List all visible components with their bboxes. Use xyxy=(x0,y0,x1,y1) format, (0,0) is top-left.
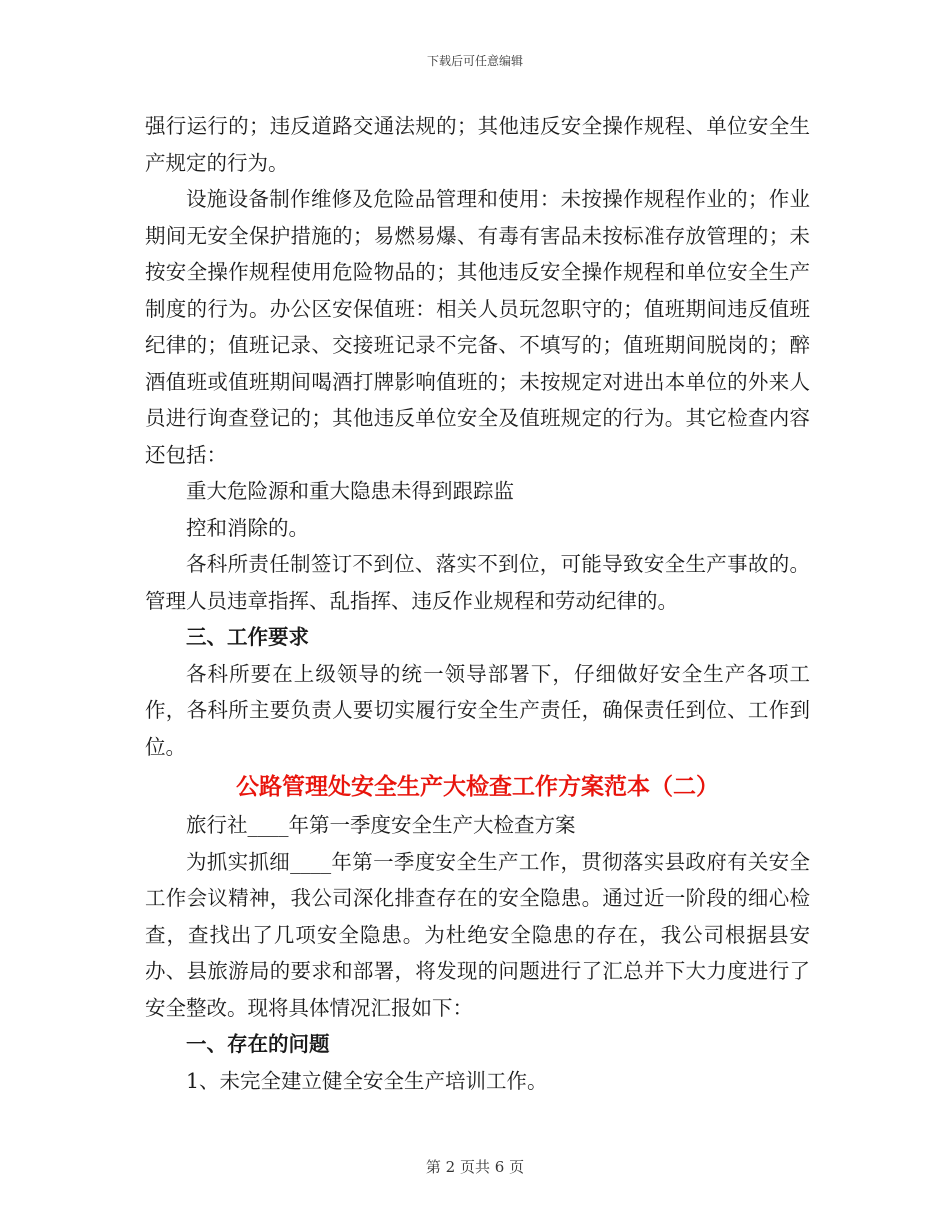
paragraph: 强行运行的；违反道路交通法规的；其他违反安全操作规程、单位安全生产规定的行为。 xyxy=(145,114,810,175)
paragraph: 控和消除的。 xyxy=(186,515,309,540)
page-header: 下载后可任意编辑 xyxy=(426,54,523,68)
paragraph: 设施设备制作维修及危险品管理和使用：未按操作规程作业的；作业期间无安全保护措施的；易燃易爆、有毒有害品未按标准存放管理的；未按安全操作规程使用危险物品的；其他违反安全操作规程和单位安全生产制度的行为。办公区安保值班：相关人员玩忽职守的；值班期间违反值班纪律的；值班记录、交接班记录不完备、不填写的；值班期间脱岗的；醉酒值班或值班期间喝酒打牌影响值班的；未按规定对进出本单位的外来人员进行询查登记的；其他违反单位安全及值班规定的行为。其它检查内容还包括： xyxy=(145,187,810,467)
paragraph: 各科所责任制签订不到位、落实不到位，可能导致安全生产事故的。管理人员违章指挥、乱指挥、违反作业规程和劳动纪律的。 xyxy=(145,552,810,613)
page-footer: 第 2 页共 6 页 xyxy=(425,1158,525,1176)
paragraph: 各科所要在上级领导的统一领导部署下，仔细做好安全生产各项工作，各科所主要负责人要切实履行安全生产责任，确保责任到位、工作到位。 xyxy=(145,661,810,759)
list-item: 1、未完全建立健全安全生产培训工作。 xyxy=(186,1068,548,1093)
section-heading: 三、工作要求 xyxy=(186,625,309,649)
section-heading: 一、存在的问题 xyxy=(186,1032,330,1056)
document-body xyxy=(145,108,810,1099)
paragraph: 重大危险源和重大隐患未得到跟踪监 xyxy=(186,479,514,503)
paragraph: 为抓实抓细____年第一季度安全生产工作，贯彻落实县政府有关安全工作会议精神，我公司深化排查存在的安全隐患。通过近一阶段的细心检查，查找出了几项安全隐患。为杜绝安全隐患的存在，我公司根据县安办、县旅游局的要求和部署，将发现的问题进行了汇总并下大力度进行了安全整改。现将具体情况汇报如下： xyxy=(145,849,810,1020)
document-title: 公路管理处安全生产大检查工作方案范本（二） xyxy=(236,773,719,800)
document-subtitle: 旅行社____年第一季度安全生产大检查方案 xyxy=(186,813,576,837)
